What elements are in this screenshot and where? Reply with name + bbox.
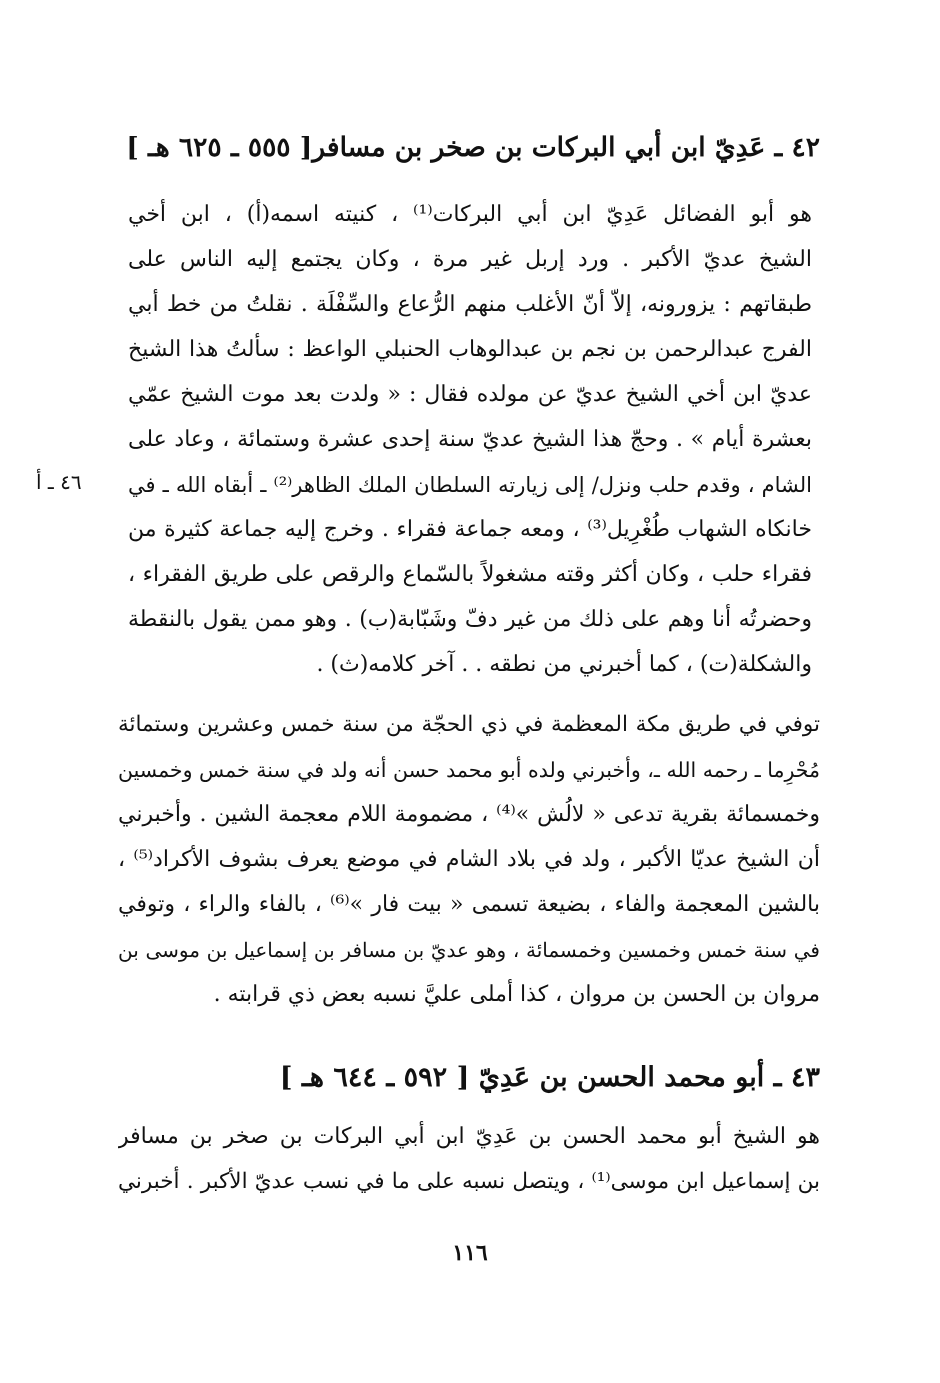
text-line: وخمسمائة بقرية تدعى « لالُش »⁽⁴⁾ ، مضمومة اللام معجمة الشين . وأخبرني [118,802,820,827]
text-line: الشيخ عديّ الأكبر . ورد إربل غير مرة ، وكان يجتمع إليه الناس على [128,247,812,272]
text-line: الشام ، وقدم حلب ونزل/ إلى زيارته السلطان الملك الظاهر⁽²⁾ ـ أبقاه الله ـ في [128,473,812,497]
text-line: بن إسماعيل ابن موسى⁽¹⁾ ، ويتصل نسبه على ما في نسب عديّ الأكبر . أخبرني [118,1169,820,1194]
page-number: ١١٦ [452,1240,488,1266]
text-line: في سنة خمس وخمسين وخمسمائة ، وهو عديّ بن مسافر بن إسماعيل بن موسى بن [118,938,820,962]
text-line: فقراء حلب ، وكان أكثر وقته مشغولاً بالسّماع والرقص على طريق الفقراء ، [128,562,812,587]
text-line: وحضرتُه أنا وهم على ذلك من غير دفّ وشَبّابة(ب) . وهو ممن يقول بالنقطة [128,607,812,632]
text-line: مروان بن الحسن بن مروان ، كذا أملى عليَّ نسبه بعض ذي قرابته . [213,982,820,1007]
text-line: توفي في طريق مكة المعظمة في ذي الحجّة من سنة خمس وعشرين وستمائة [118,712,820,737]
entry-43-paragraph-1 [118,1118,820,1208]
text-line: عديّ ابن أخي الشيخ عديّ عن مولده فقال : « ولدت بعد موت الشيخ عمّي [128,382,812,407]
text-line: هو أبو الفضائل عَدِيّ ابن أبي البركات⁽¹⁾ ، كنيته اسمه(أ) ، ابن أخي [128,202,812,227]
entry-42-paragraph-1 [128,196,812,696]
text-line: أن الشيخ عديّا الأكبر ، ولد في بلاد الشام في موضع يعرف بشوف الأكراد⁽⁵⁾ ، [118,847,820,872]
text-line: مُحْرِما ـ رحمه الله ـ، وأخبرني ولده أبو محمد حسن أنه ولد في سنة خمس وخمسين [118,758,820,782]
text-line: بعشرة أيام » . وحجّ هذا الشيخ عديّ سنة إحدى عشرة وستمائة ، وعاد على [128,427,812,452]
text-line: هو الشيخ أبو محمد الحسن بن عَدِيّ ابن أبي البركات بن صخر بن مسافر [118,1124,820,1149]
text-line: طبقاتهم : يزورونه، إلاّ أنّ الأغلب منهم الرُّعاع والسِّفْلَة . نقلتُ من خط أبي [128,292,812,317]
entry-42-heading: ٤٢ ـ عَدِيّ ابن أبي البركات بن صخر بن مسافر[ ٥٥٥ ـ ٦٢٥ هـ ] [126,132,820,163]
text-line: والشكلة(ت) ، كما أخبرني من نطقه . . آخر كلامه(ث) . [316,652,812,677]
entry-43-heading: ٤٣ ـ أبو محمد الحسن بن عَدِيّ [ ٥٩٢ ـ ٦٤٤ هـ ] [279,1062,820,1093]
entry-42-paragraph-2 [118,706,820,1026]
text-line: خانكاه الشهاب طُغْرِيل⁽³⁾ ، ومعه جماعة فقراء . وخرج إليه جماعة كثيرة من [128,517,812,542]
text-line: الفرج عبدالرحمن بن نجم بن عبدالوهاب الحنبلي الواعظ : سألتُ هذا الشيخ [128,337,812,362]
folio-margin-note: ٤٦ ـ أ [36,470,82,494]
text-line: بالشين المعجمة والفاء ، بضيعة تسمى « بيت فار »⁽⁶⁾ ، بالفاء والراء ، وتوفي [118,892,820,917]
